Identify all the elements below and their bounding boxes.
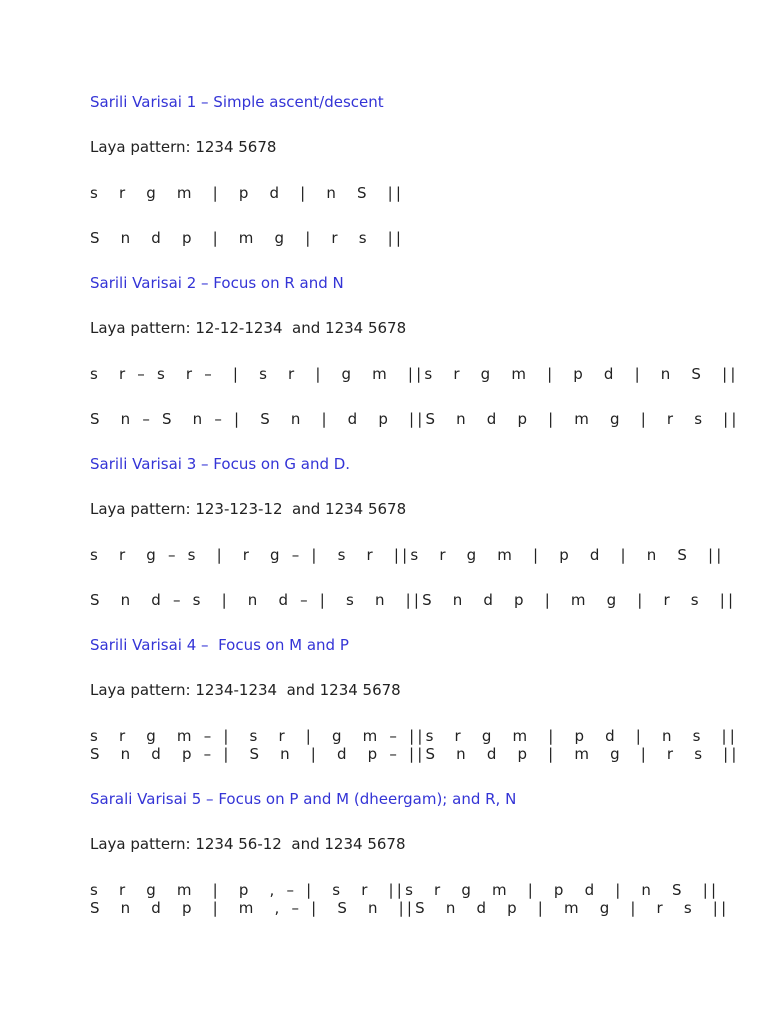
section-3-notation-descent: S n d – s | n d – | s n ||S n d p | m g | r s || [90, 591, 737, 609]
section-2-title: Sarili Varisai 2 – Focus on R and N [90, 274, 344, 292]
section-4-title: Sarili Varisai 4 – Focus on M and P [90, 636, 349, 654]
document-page [90, 0, 740, 1024]
section-2-laya-pattern: Laya pattern: 12-12-1234 and 1234 5678 [90, 319, 407, 337]
section-2-notation-descent: S n – S n – | S n | d p ||S n d p | m g | r s || [90, 410, 740, 428]
section-5-title: Sarali Varisai 5 – Focus on P and M (dheergam); and R, N [90, 790, 517, 808]
section-1-laya-pattern: Laya pattern: 1234 5678 [90, 138, 277, 156]
section-1-title: Sarili Varisai 1 – Simple ascent/descent [90, 93, 384, 111]
section-3-title: Sarili Varisai 3 – Focus on G and D. [90, 455, 351, 473]
section-1-notation-descent: S n d p | m g | r s || [90, 229, 405, 247]
section-5-notation-descent: S n d p | m , – | S n ||S n d p | m g | r s || [90, 899, 730, 917]
section-5-laya-pattern: Laya pattern: 1234 56-12 and 1234 5678 [90, 835, 406, 853]
section-3-notation-ascent: s r g – s | r g – | s r ||s r g m | p d | n S || [90, 546, 725, 564]
section-5-notation-ascent: s r g m | p , – | s r ||s r g m | p d | n S || [90, 881, 720, 899]
section-4-notation-ascent: s r g m – | s r | g m – ||s r g m | p d | n s || [90, 727, 739, 745]
section-2-notation-ascent: s r – s r – | s r | g m ||s r g m | p d | n S || [90, 365, 739, 383]
section-3-laya-pattern: Laya pattern: 123-123-12 and 1234 5678 [90, 500, 407, 518]
section-1-notation-ascent: s r g m | p d | n S || [90, 184, 405, 202]
section-4-laya-pattern: Laya pattern: 1234-1234 and 1234 5678 [90, 681, 401, 699]
section-4-notation-descent: S n d p – | S n | d p – ||S n d p | m g | r s || [90, 745, 740, 763]
